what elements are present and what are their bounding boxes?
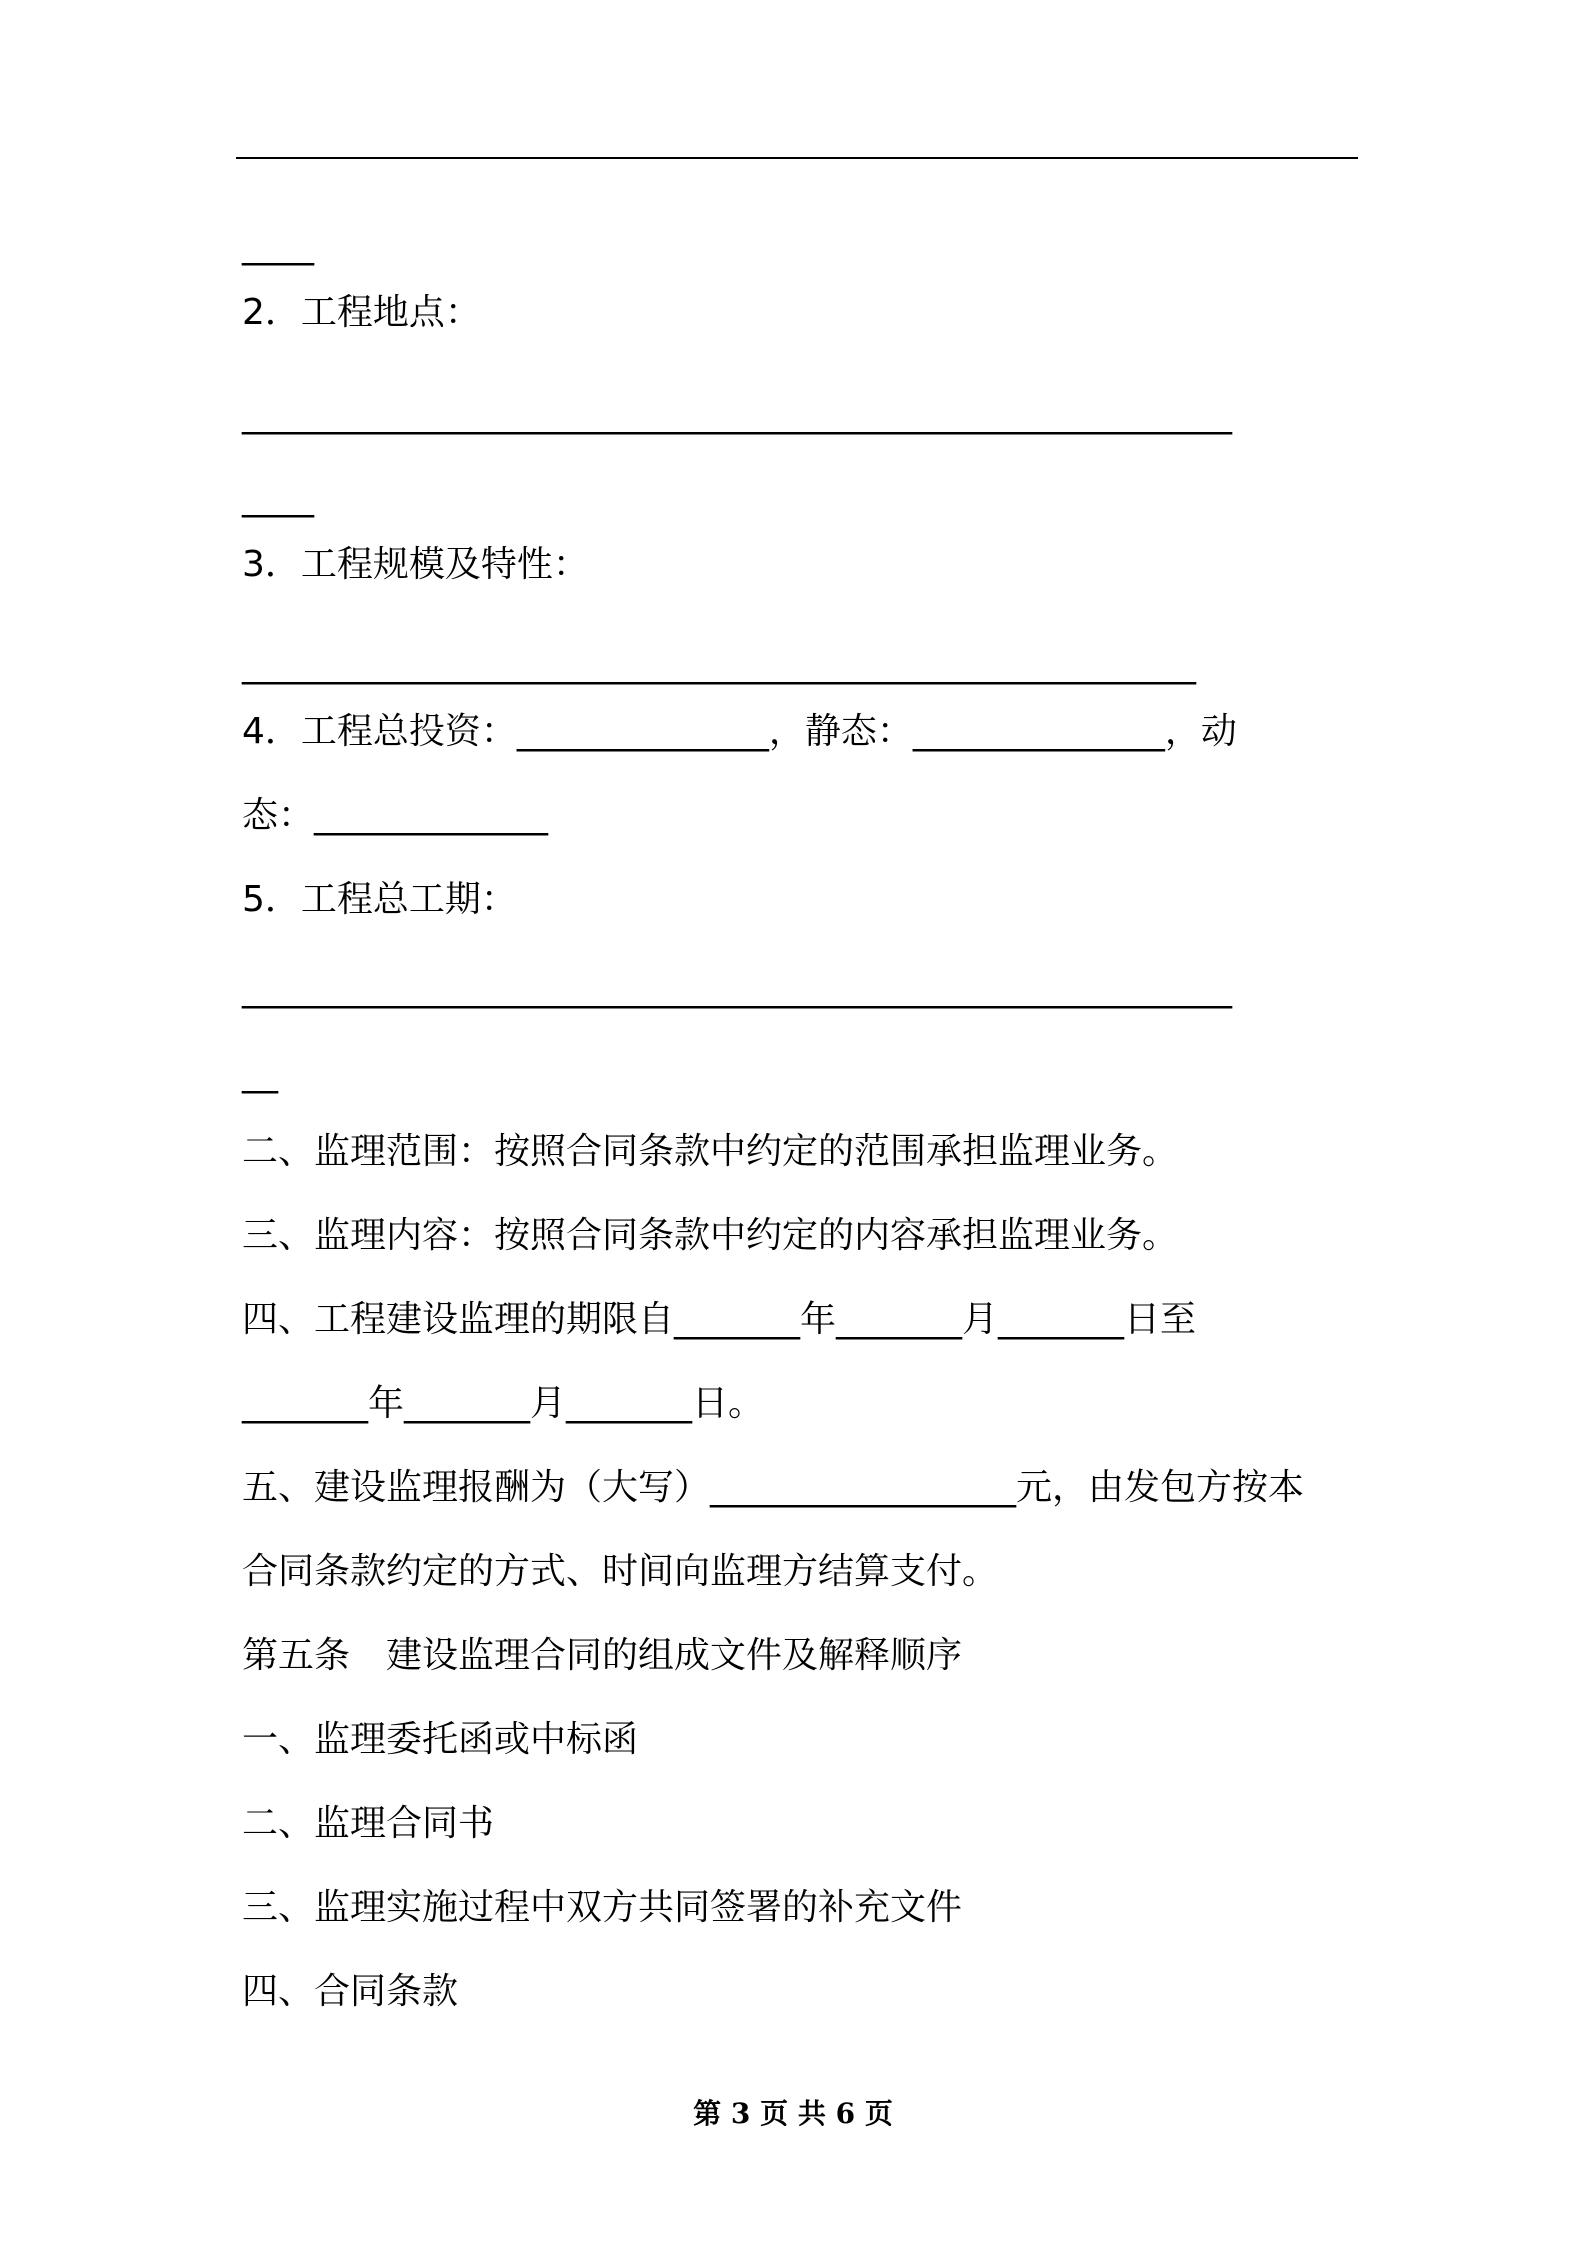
project-location-label: 2．工程地点： [242, 292, 481, 333]
supervision-fee-continued: 合同条款约定的方式、时间向监理方结算支付。 [242, 1551, 999, 1592]
supervision-period-end: _______年_______月_______日。 [242, 1383, 764, 1424]
blank-line-total-duration: _______________________________________________________ [242, 968, 1232, 1009]
supervision-scope: 二、监理范围：按照合同条款中约定的范围承担监理业务。 [242, 1131, 1179, 1172]
document-item-3: 三、监理实施过程中双方共同签署的补充文件 [242, 1887, 963, 1928]
total-investment-line: 4．工程总投资：______________，静态：______________，动 [242, 711, 1237, 752]
document-item-2: 二、监理合同书 [242, 1803, 495, 1844]
blank-line-continuation: __ [242, 1053, 278, 1094]
article-five-heading: 第五条 建设监理合同的组成文件及解释顺序 [242, 1635, 963, 1676]
supervision-fee: 五、建设监理报酬为（大写）_________________元，由发包方按本 [242, 1467, 1305, 1508]
project-scale-label: 3．工程规模及特性： [242, 544, 589, 585]
blank-line-continuation: ____ [242, 477, 314, 518]
total-duration-label: 5．工程总工期： [242, 879, 517, 920]
page-number-footer: 第 3 页 共 6 页 [693, 2097, 893, 2130]
blank-line-project-location: _______________________________________________________ [242, 394, 1232, 435]
document-item-4: 四、合同条款 [242, 1971, 459, 2012]
blank-line-project-scale: _____________________________________________________ [242, 644, 1196, 685]
supervision-period-start: 四、工程建设监理的期限自_______年_______月_______日至 [242, 1299, 1197, 1340]
document-item-1: 一、监理委托函或中标函 [242, 1719, 639, 1760]
blank-line-continuation: ____ [242, 225, 314, 266]
dynamic-investment-line: 态：_____________ [242, 795, 549, 836]
supervision-content: 三、监理内容：按照合同条款中约定的内容承担监理业务。 [242, 1215, 1179, 1256]
header-rule [236, 157, 1358, 159]
